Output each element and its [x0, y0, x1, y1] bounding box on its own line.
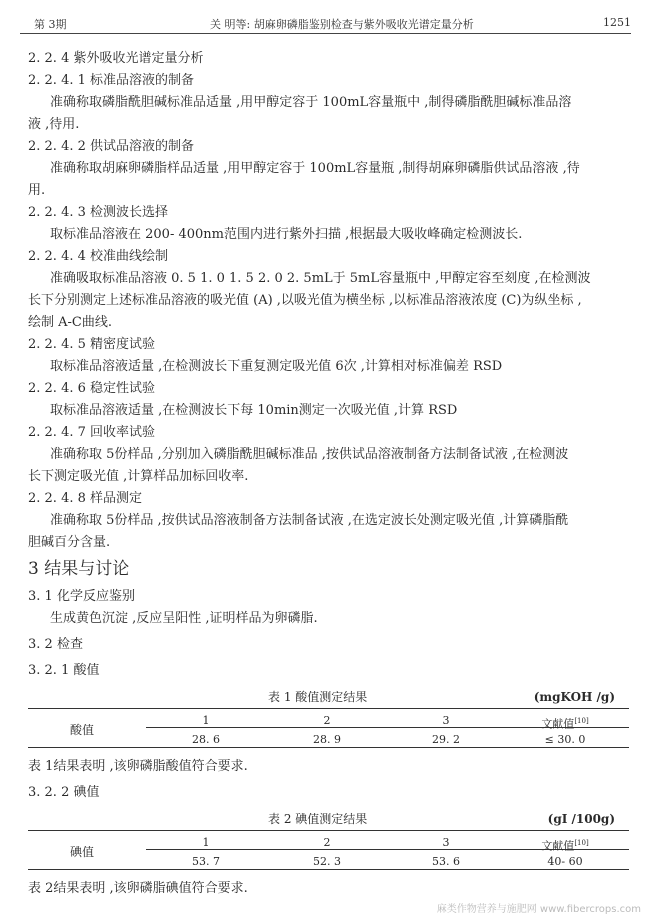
subsection-heading: 2. 2. 4. 8 样品测定 — [28, 491, 143, 506]
table-header-cell: 2 — [323, 714, 331, 727]
subsection-heading: 2. 2. 4. 3 检测波长选择 — [28, 205, 169, 220]
paragraph: 准确称取胡麻卵磷脂样品适量 ,用甲醇定容于 100mL容量瓶 ,制得胡麻卵磷脂供试品溶液 ,待 用. — [28, 161, 580, 198]
table-unit: (gI /100g) — [547, 812, 615, 826]
paragraph: 表 2结果表明 ,该卵磷脂碘值符合要求. — [28, 881, 248, 896]
running-title: 关 明等: 胡麻卵磷脂鉴别检查与紫外吸收光谱定量分析 — [210, 18, 474, 31]
subsection-heading: 2. 2. 4. 5 精密度试验 — [28, 337, 156, 352]
header-rule — [20, 33, 631, 34]
subsection-heading: 3. 1 化学反应鉴别 — [28, 589, 135, 604]
page-header — [20, 12, 631, 32]
subsection-heading: 3. 2. 2 碘值 — [28, 785, 100, 800]
paragraph: 取标准品溶液在 200- 400nm范围内进行紫外扫描 ,根据最大吸收峰确定检测波长. — [50, 227, 523, 242]
table-row-label: 酸值 — [70, 723, 95, 737]
paragraph: 表 1结果表明 ,该卵磷脂酸值符合要求. — [28, 759, 248, 774]
body-text — [28, 48, 629, 900]
table-unit: (mgKOH /g) — [533, 690, 615, 704]
table-caption: 表 1 酸值测定结果 — [268, 690, 368, 704]
table-acid-value — [28, 686, 629, 750]
paragraph: 准确称取磷脂酰胆碱标准品适量 ,用甲醇定容于 100mL容量瓶中 ,制得磷脂酰胆碱标准品溶 液 ,待用. — [28, 95, 572, 132]
table-header-cell: 3 — [442, 714, 450, 727]
subsection-heading: 2. 2. 4. 1 标准品溶液的制备 — [28, 73, 195, 88]
table-row-label: 碘值 — [70, 845, 95, 859]
table-header-cell: 2 — [323, 836, 331, 849]
paragraph: 准确称取 5份样品 ,分别加入磷脂酰胆碱标准品 ,按供试品溶液制备方法制备试液 ,在检测波 长下测定吸光值 ,计算样品加标回收率. — [28, 447, 569, 484]
section-heading: 2. 2. 4 紫外吸收光谱定量分析 — [28, 51, 204, 66]
paragraph: 准确吸取标准品溶液 0. 5 1. 0 1. 5 2. 0 2. 5mL于 5mL容量瓶中 ,甲醇定容至刻度 ,在检测波 长下分别测定上述标准品溶液的吸光值 (A) ,以吸光值为横坐标 ,以标准品溶液浓度 (C)为纵坐标 , 绘制 A-C曲线. — [28, 271, 591, 330]
watermark: 麻类作物营养与施肥网 www.fibercrops.com — [436, 904, 641, 915]
table-cell: 53. 7 — [192, 855, 220, 868]
paragraph: 取标准品溶液适量 ,在检测波长下重复测定吸光值 6次 ,计算相对标准偏差 RSD — [50, 359, 503, 374]
table-cell: ≤ 30. 0 — [544, 733, 586, 746]
table-cell: 28. 9 — [313, 733, 341, 746]
issue-label: 第 3期 — [34, 18, 67, 31]
table-header-cell: 3 — [442, 836, 450, 849]
table-header-cell: 文献值[10] — [541, 839, 589, 853]
subsection-heading: 3. 2 检查 — [28, 637, 83, 652]
table-rule — [28, 708, 629, 709]
subsection-heading: 2. 2. 4. 4 校准曲线绘制 — [28, 249, 169, 264]
table-cell: 29. 2 — [432, 733, 460, 746]
paragraph: 生成黄色沉淀 ,反应呈阳性 ,证明样品为卵磷脂. — [50, 611, 318, 626]
table-caption: 表 2 碘值测定结果 — [268, 812, 368, 826]
table-rule — [28, 830, 629, 831]
table-cell: 53. 6 — [432, 855, 460, 868]
subsection-heading: 3. 2. 1 酸值 — [28, 663, 100, 678]
paragraph: 准确称取 5份样品 ,按供试品溶液制备方法制备试液 ,在选定波长处测定吸光值 ,计算磷脂酰 胆碱百分含量. — [28, 513, 569, 550]
section-title: 3 结果与讨论 — [28, 559, 130, 579]
table-header-cell: 1 — [202, 836, 210, 849]
table-cell: 52. 3 — [313, 855, 341, 868]
table-iodine-value — [28, 808, 629, 872]
page-number: 1251 — [603, 16, 631, 29]
subsection-heading: 2. 2. 4. 6 稳定性试验 — [28, 381, 156, 396]
table-header-cell: 文献值[10] — [541, 717, 589, 731]
table-cell: 28. 6 — [192, 733, 220, 746]
paragraph: 取标准品溶液适量 ,在检测波长下每 10min测定一次吸光值 ,计算 RSD — [50, 403, 458, 418]
table-cell: 40- 60 — [547, 855, 583, 868]
subsection-heading: 2. 2. 4. 7 回收率试验 — [28, 425, 156, 440]
table-header-cell: 1 — [202, 714, 210, 727]
subsection-heading: 2. 2. 4. 2 供试品溶液的制备 — [28, 139, 195, 154]
